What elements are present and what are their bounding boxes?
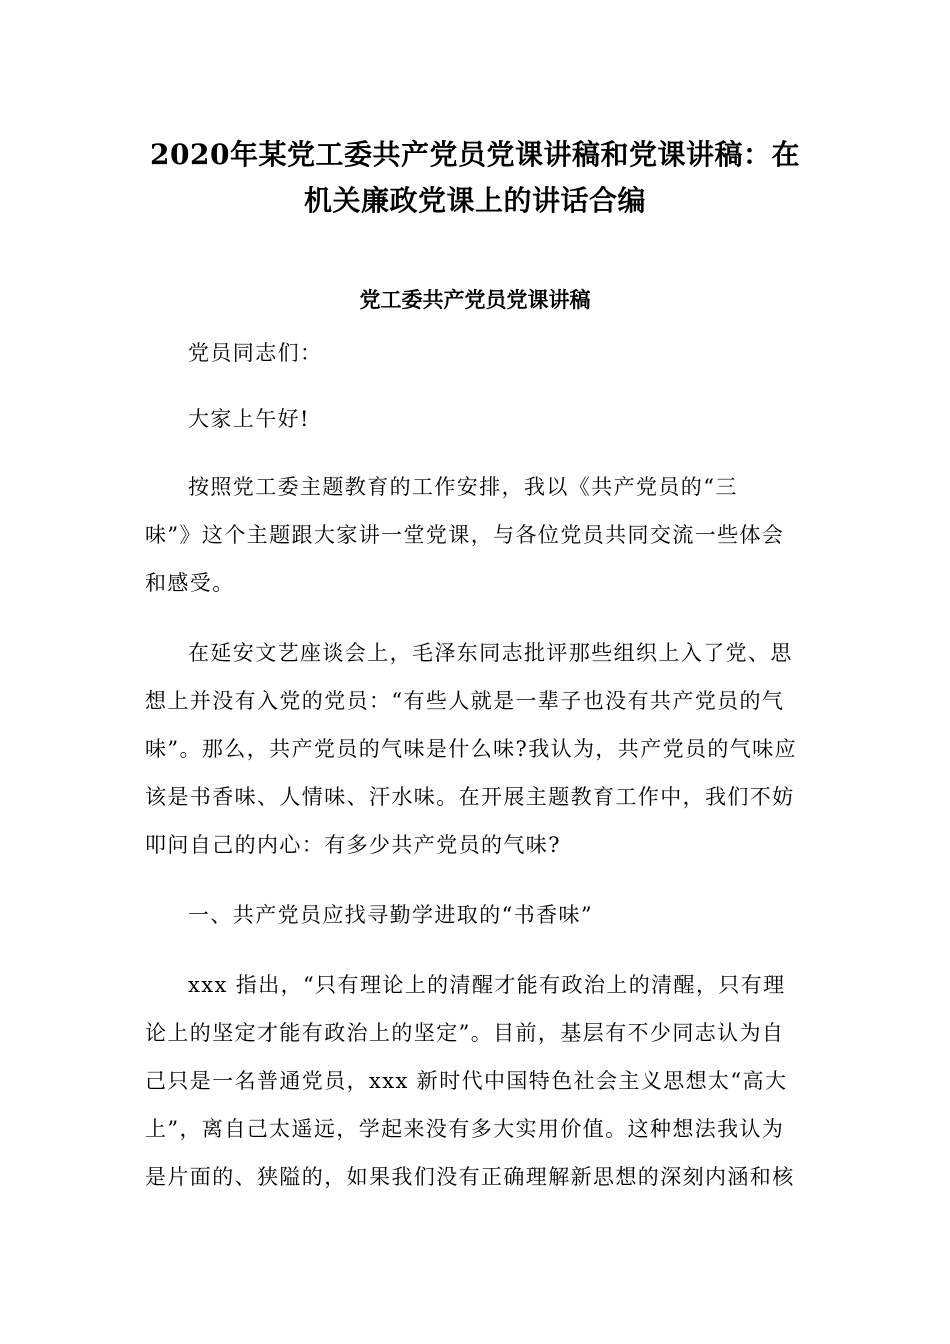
paragraph-3-line-3: 己只是一名普通党员，xxx 新时代中国特色社会主义思想太“高大 [145, 1069, 788, 1093]
paragraph-1-line-1: 按照党工委主题教育的工作安排，我以《共产党员的“三 [188, 475, 738, 499]
paragraph-3-line-2: 论上的坚定才能有政治上的坚定”。目前，基层有不少同志认为自 [145, 1021, 785, 1045]
paragraph-3-line-5: 是片面的、狭隘的，如果我们没有正确理解新思想的深刻内涵和核 [145, 1165, 795, 1189]
paragraph-2-line-4: 该是书香味、人情味、汗水味。在开展主题教育工作中，我们不妨 [145, 785, 795, 809]
paragraph-1-line-3: 和感受。 [145, 571, 235, 595]
greeting: 大家上午好! [188, 407, 310, 431]
paragraph-3-line-1: xxx 指出，“只有理论上的清醒才能有政治上的清醒，只有理 [188, 973, 786, 997]
paragraph-2-line-2: 想上并没有入党的党员：“有些人就是一辈子也没有共产党员的气 [145, 689, 785, 713]
paragraph-2-line-1: 在延安文艺座谈会上，毛泽东同志批评那些组织上入了党、思 [188, 641, 793, 665]
paragraph-2-line-3: 味”。那么，共产党员的气味是什么味?我认为，共产党员的气味应 [145, 737, 797, 761]
section-title: 党工委共产党员党课讲稿 [359, 287, 591, 312]
heading-1: 一、共产党员应找寻勤学进取的“书香味” [188, 903, 594, 927]
salutation: 党员同志们： [188, 341, 323, 365]
paragraph-2-line-5: 叩问自己的内心：有多少共产党员的气味? [145, 833, 561, 857]
paragraph-1-line-2: 味”》这个主题跟大家讲一堂党课，与各位党员共同交流一些体会 [145, 523, 785, 547]
paragraph-3-line-4: 上”，离自己太遥远，学起来没有多大实用价值。这种想法我认为 [145, 1117, 785, 1141]
document-title-line-2: 机关廉政党课上的讲话合编 [303, 184, 646, 217]
document-title-line-1: 2020年某党工委共产党员党课讲稿和党课讲稿：在 [150, 138, 800, 171]
